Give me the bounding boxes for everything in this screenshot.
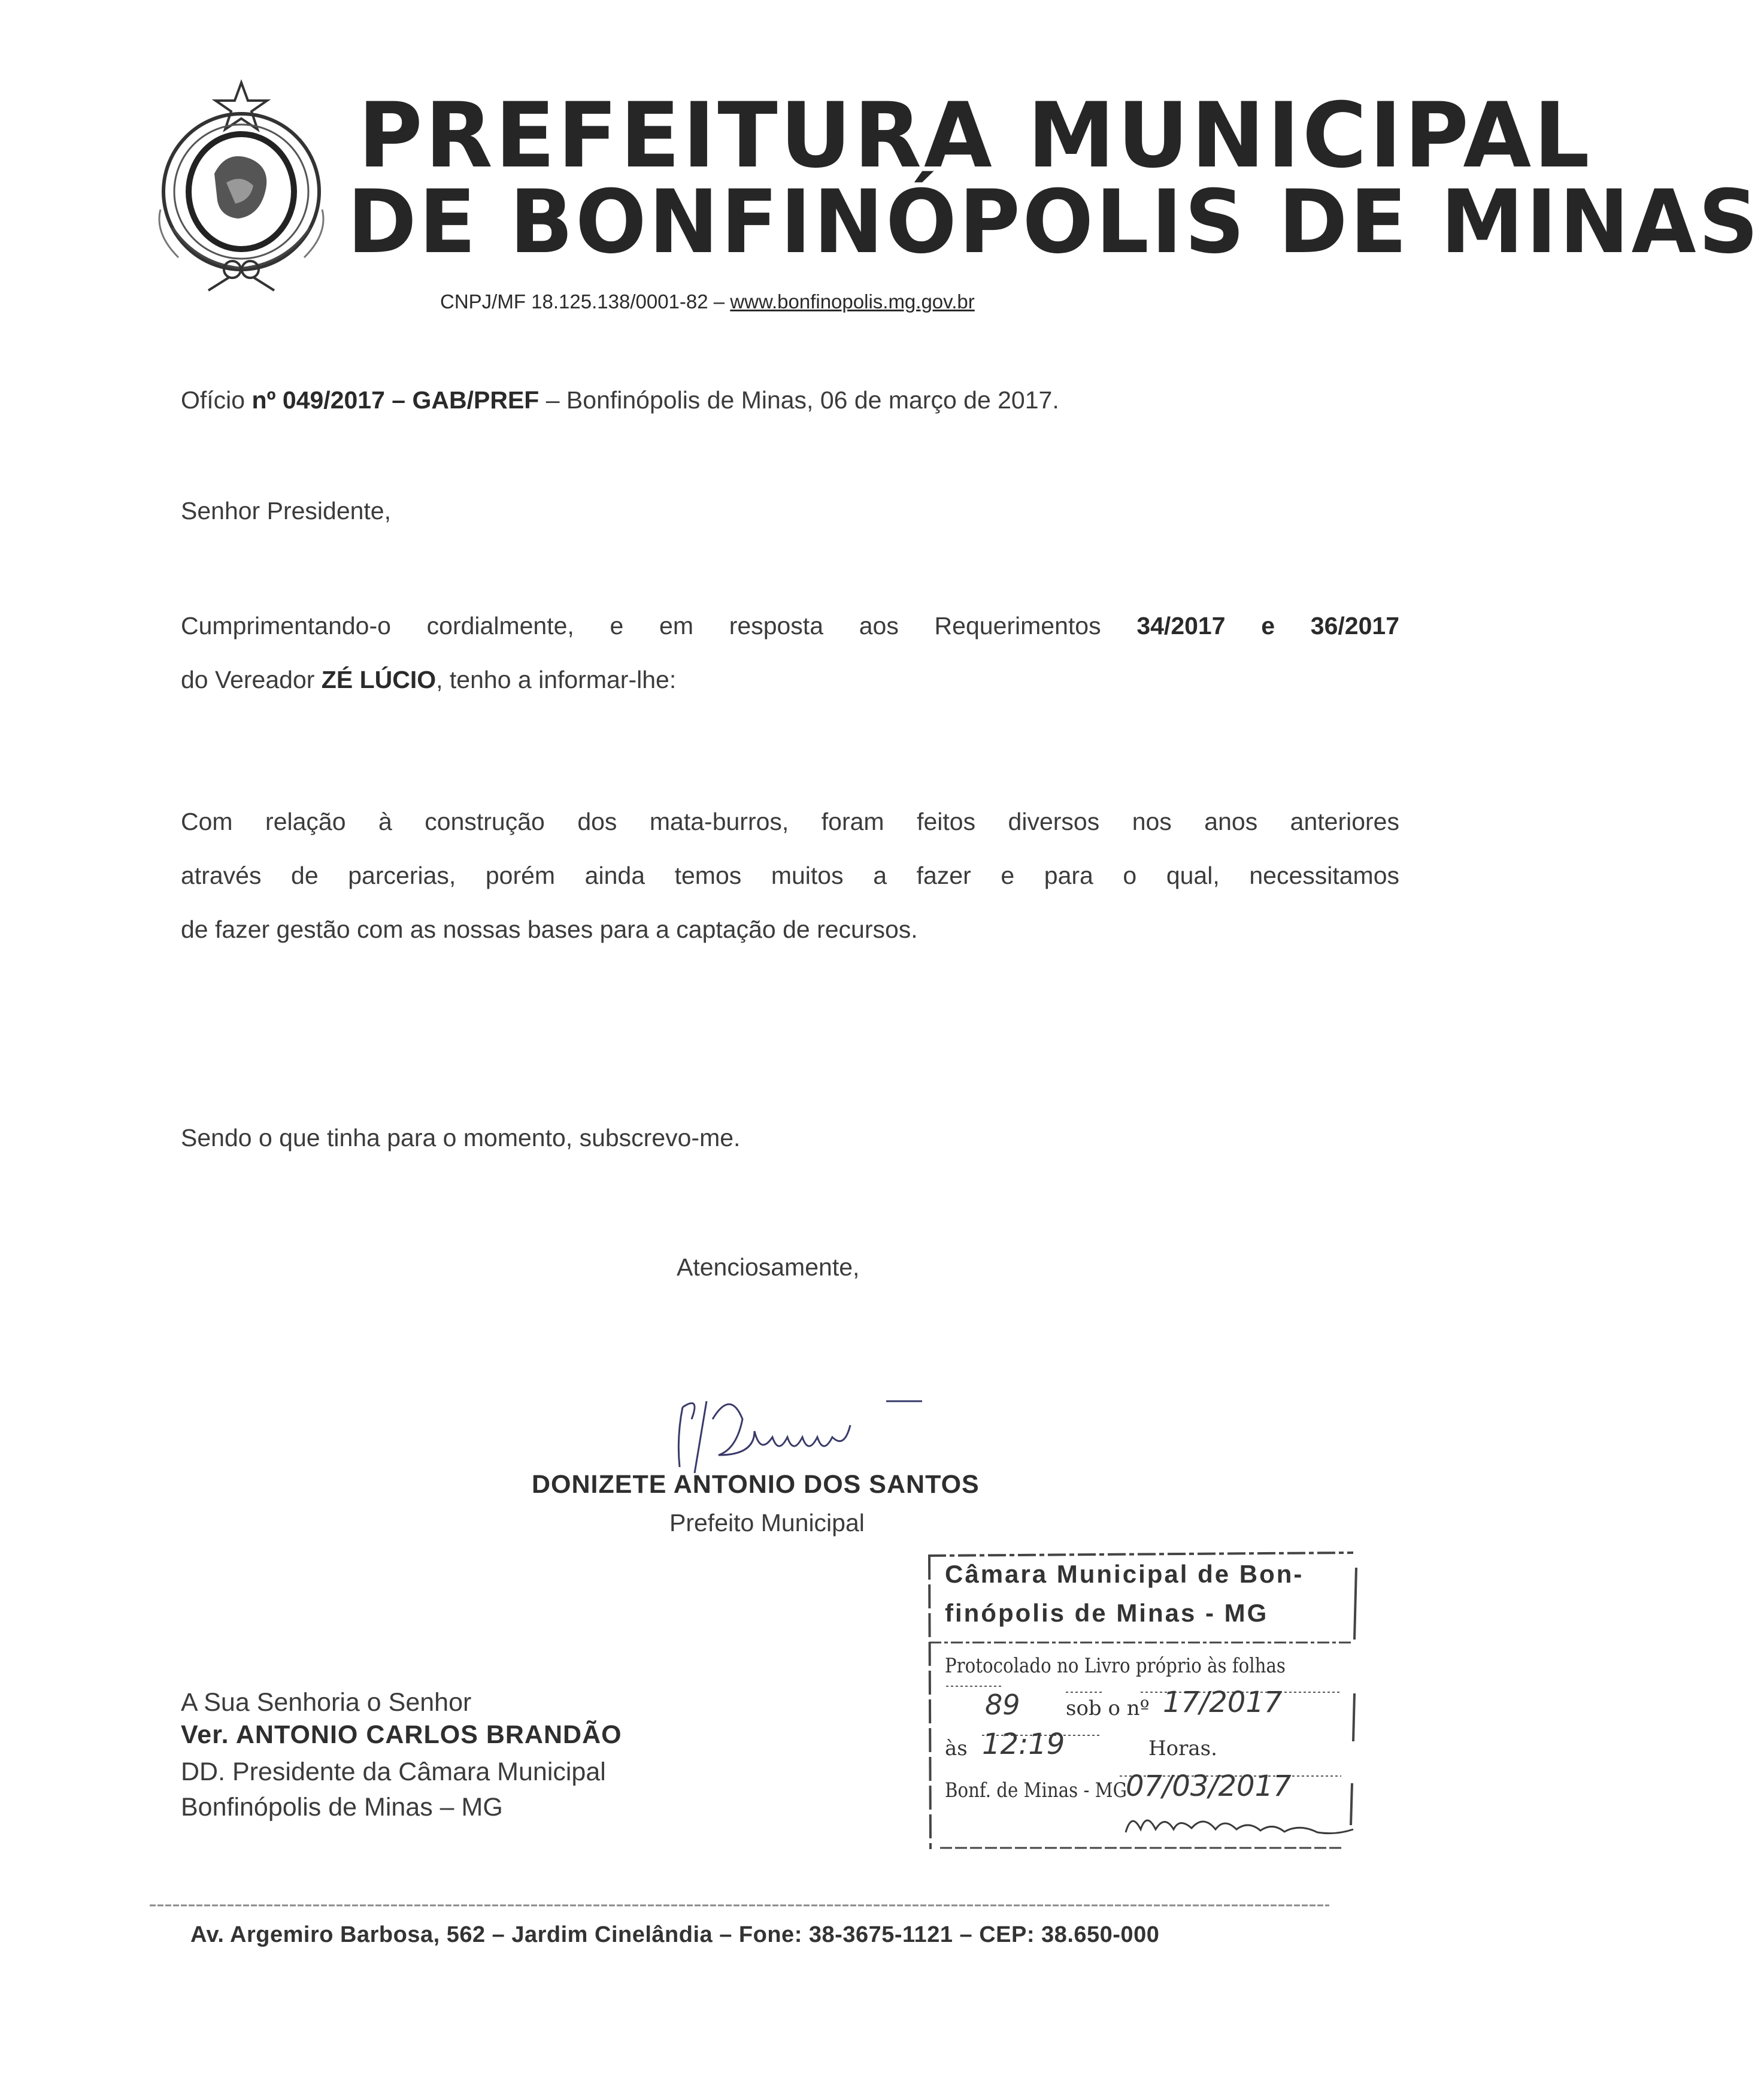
requerimentos-numbers: 34/2017 e 36/2017	[1136, 612, 1399, 640]
oficio-reference-line	[181, 388, 1059, 413]
paragraph-response-line2	[181, 653, 1399, 707]
stamp-folhas-value: 89	[985, 1689, 1020, 1721]
stamp-as-label: às	[945, 1737, 968, 1760]
header-cnpj-line	[440, 290, 975, 313]
oficio-label: Ofício	[181, 386, 252, 414]
stamp-hora-value: 12:19	[982, 1728, 1065, 1761]
addressee-title: DD. Presidente da Câmara Municipal	[181, 1757, 606, 1786]
regards: Atenciosamente,	[677, 1253, 860, 1281]
website-link[interactable]: www.bonfinopolis.mg.gov.br	[730, 290, 975, 313]
municipal-seal-logo	[137, 78, 346, 293]
stamp-location-label: Bonf. de Minas - MG	[945, 1778, 1127, 1802]
vereador-label: do Vereador	[181, 666, 322, 693]
paragraph-mata-burros	[181, 795, 1399, 956]
header-title-line2: DE BONFINÓPOLIS DE MINAS	[347, 171, 1761, 273]
cnpj-text: CNPJ/MF 18.125.138/0001-82 –	[440, 290, 731, 313]
vereador-name: ZÉ LÚCIO	[321, 666, 437, 693]
stamp-numero-value: 17/2017	[1163, 1686, 1283, 1719]
oficio-place-date: – Bonfinópolis de Minas, 06 de março de 2017.	[539, 386, 1059, 414]
signer-role: Prefeito Municipal	[669, 1509, 865, 1537]
stamp-institution-line2: finópolis de Minas - MG	[945, 1599, 1269, 1627]
signer-name: DONIZETE ANTONIO DOS SANTOS	[532, 1470, 980, 1499]
footer-address: Av. Argemiro Barbosa, 562 – Jardim Cinelândia – Fone: 38-3675-1121 – CEP: 38.650-000	[190, 1922, 1160, 1947]
response-text: Cumprimentando-o cordialmente, e em resposta aos Requerimentos	[181, 612, 1137, 640]
closing-sentence: Sendo o que tinha para o momento, subscrevo-me.	[181, 1124, 741, 1151]
header-title-line1: PREFEITURA MUNICIPAL	[358, 84, 1592, 188]
paragraph-line: de fazer gestão com as nossas bases para a captação de recursos.	[181, 916, 918, 943]
addressee-name: Ver. ANTONIO CARLOS BRANDÃO	[181, 1720, 622, 1749]
stamp-institution-line1: Câmara Municipal de Bon-	[945, 1560, 1304, 1588]
handwritten-signature	[635, 1383, 934, 1479]
greeting: Senhor Presidente,	[181, 497, 392, 525]
stamp-protocol-label: Protocolado no Livro próprio às folhas	[945, 1654, 1286, 1678]
stamp-horas-label: Horas.	[1148, 1737, 1217, 1760]
inform-text: , tenho a informar-lhe:	[436, 666, 677, 693]
stamp-signature	[1120, 1805, 1359, 1847]
stamp-sob-label: sob o nº	[1066, 1696, 1150, 1720]
paragraph-line: através de parcerias, porém ainda temos muitos a fazer e para o qual, necessitamos	[181, 862, 1399, 889]
addressee-location: Bonfinópolis de Minas – MG	[181, 1793, 503, 1822]
oficio-number: nº 049/2017 – GAB/PREF	[251, 386, 539, 414]
footer-divider	[150, 1904, 1329, 1907]
addressee-line1: A Sua Senhoria o Senhor	[181, 1688, 472, 1717]
stamp-date-value: 07/03/2017	[1126, 1769, 1292, 1803]
paragraph-line: Com relação à construção dos mata-burros, foram feitos diversos nos anos anteriores	[181, 808, 1399, 835]
paragraph-response-line1	[181, 599, 1399, 653]
paragraph-response	[181, 599, 1399, 707]
